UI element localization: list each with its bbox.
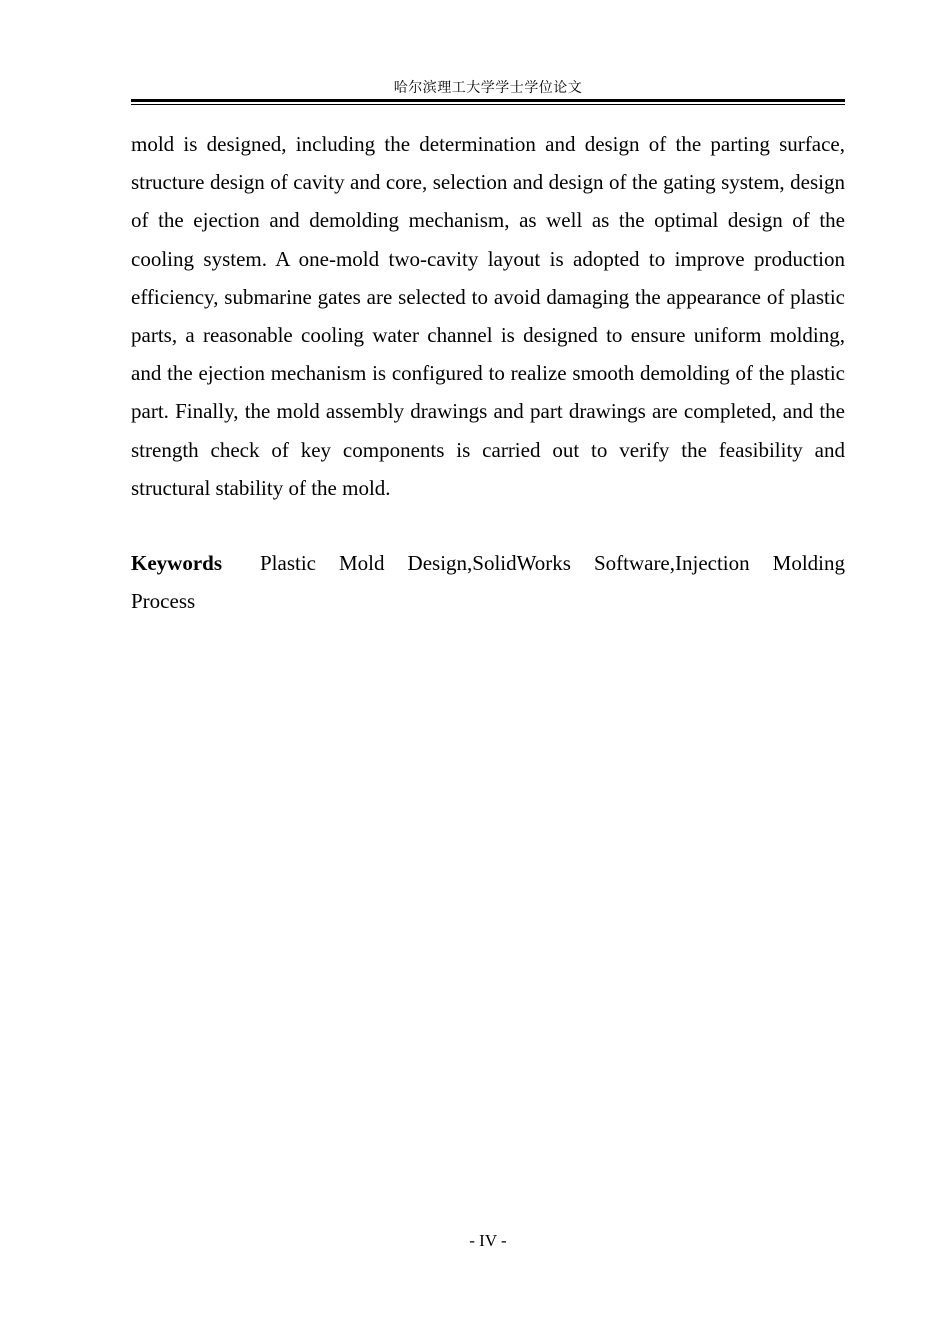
keywords-label: Keywords xyxy=(131,551,222,575)
page-number: - IV - xyxy=(469,1231,507,1250)
header-rule-thick xyxy=(131,99,845,102)
header-rule-thin xyxy=(131,104,845,105)
keywords-paragraph xyxy=(131,544,845,621)
abstract-paragraph: mold is designed, including the determination and design of the parting surface, structure design of cavity and core, selection and design of the gating system, design of the ejection and demolding mechanism, as well as the optimal design of the cooling system. A one-mold two-cavity layout is adopted to improve production efficiency, submarine gates are selected to avoid damaging the appearance of plastic parts, a reasonable cooling water channel is designed to ensure uniform molding, and the ejection mechanism is configured to realize smooth demolding of the plastic part. Finally, the mold assembly drawings and part drawings are completed, and the strength check of key components is carried out to verify the feasibility and structural stability of the mold. xyxy=(131,132,845,500)
keywords-text: Plastic Mold Design,SolidWorks Software,Injection Molding Process xyxy=(131,551,845,614)
page-header-title: 哈尔滨理工大学学士学位论文 xyxy=(393,80,583,96)
